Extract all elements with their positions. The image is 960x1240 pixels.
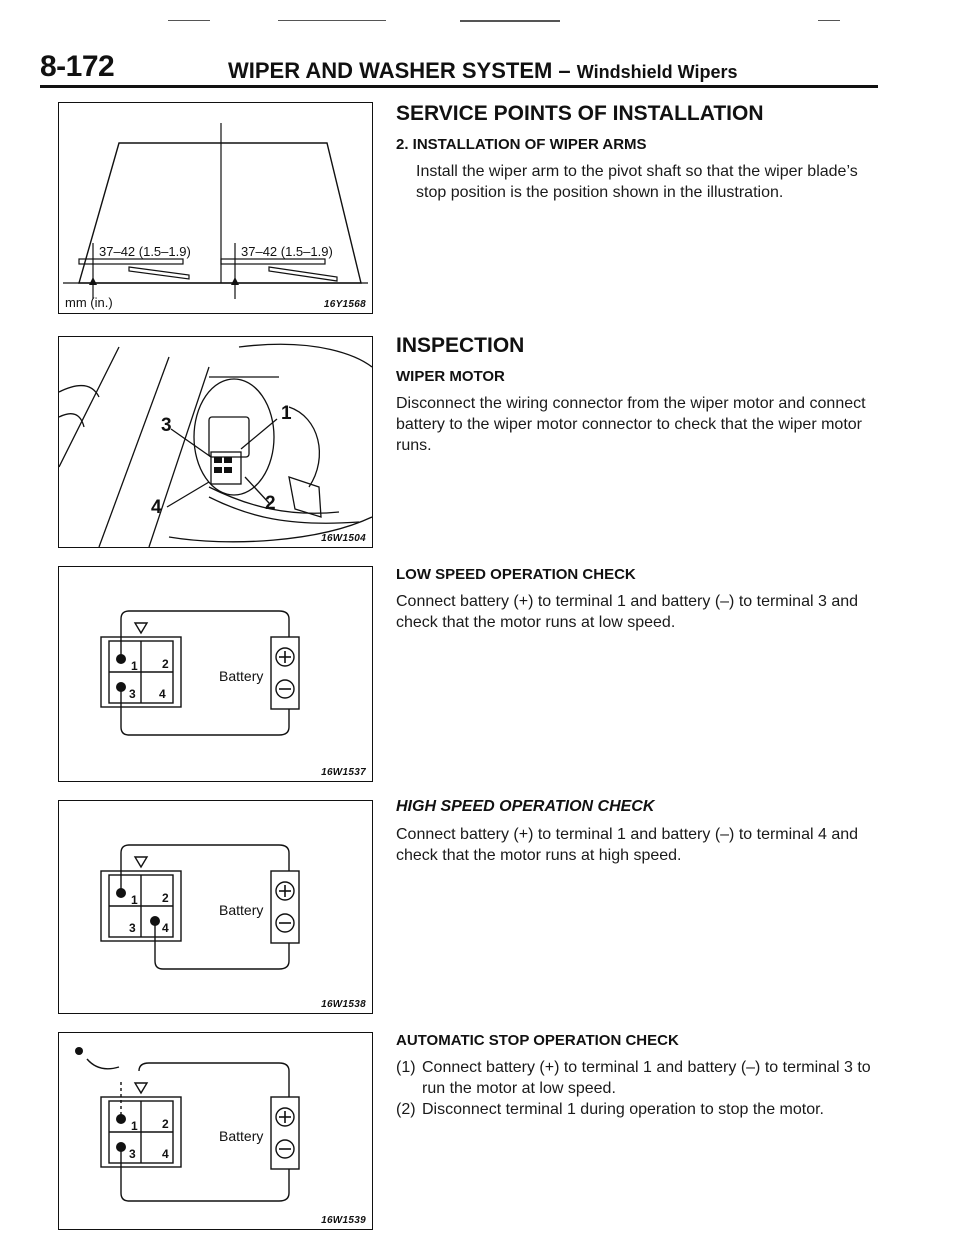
high-speed-circuit [59, 801, 372, 1013]
auto-stop-circuit [59, 1033, 372, 1229]
terminal-3-label: 3 [129, 687, 136, 701]
section-heading: HIGH SPEED OPERATION CHECK [396, 798, 655, 815]
section-high-speed-check [396, 798, 881, 866]
section-title: WIPER AND WASHER SYSTEM – [228, 58, 571, 83]
header-rule [40, 85, 878, 88]
section-heading: LOW SPEED OPERATION CHECK [396, 566, 636, 583]
left-arm-dimension: 37–42 (1.5–1.9) [99, 244, 191, 259]
unit-label: mm (in.) [65, 295, 113, 310]
section-body: Disconnect the wiring connector from the wiper motor and connect battery to the wiper motor connector to check that the wiper motor runs. [396, 395, 866, 454]
step-text: Connect battery (+) to terminal 1 and battery (–) to terminal 3 to run the motor at low speed. [422, 1059, 871, 1097]
scan-mark [818, 20, 840, 21]
right-arm-dimension: 37–42 (1.5–1.9) [241, 244, 333, 259]
section-heading: AUTOMATIC STOP OPERATION CHECK [396, 1032, 679, 1049]
section-service-points [396, 102, 881, 203]
terminal-2-label: 2 [162, 1117, 169, 1131]
figure-low-speed-connection [58, 566, 373, 782]
figure-code: 16W1537 [321, 767, 366, 778]
figure-code: 16W1539 [321, 1215, 366, 1226]
callout-3: 3 [161, 415, 172, 436]
section-heading: INSPECTION [396, 334, 525, 357]
terminal-3-label: 3 [129, 921, 136, 935]
figure-auto-stop-connection [58, 1032, 373, 1230]
section-body: Connect battery (+) to terminal 1 and battery (–) to terminal 3 and check that the motor runs at low speed. [396, 593, 859, 631]
scan-mark [278, 20, 386, 21]
section-inspection [396, 334, 881, 456]
terminal-1-label: 1 [131, 893, 138, 907]
terminal-4-label: 4 [162, 1147, 169, 1161]
terminal-3-label: 3 [129, 1147, 136, 1161]
figure-high-speed-connection [58, 800, 373, 1014]
callout-4: 4 [151, 497, 162, 518]
scan-mark [460, 20, 560, 22]
terminal-4-label: 4 [162, 921, 169, 935]
section-subtitle: Windshield Wipers [576, 62, 738, 82]
battery-label: Battery [219, 902, 264, 918]
section-auto-stop-check [396, 1032, 881, 1120]
figure-wiper-arm-position [58, 102, 373, 314]
section-body: Install the wiper arm to the pivot shaft so that the wiper blade’s stop position is the position shown in the illustration. [416, 163, 858, 201]
low-speed-circuit [59, 567, 372, 781]
page-number: 8-172 [40, 50, 115, 83]
figure-code: 16W1538 [321, 999, 366, 1010]
page-title [228, 58, 738, 84]
motor-illustration [59, 337, 372, 547]
callout-1: 1 [281, 403, 292, 424]
figure-motor-location [58, 336, 373, 548]
callout-2: 2 [265, 493, 276, 514]
terminal-4-label: 4 [159, 687, 166, 701]
section-low-speed-check [396, 566, 881, 633]
step-number: (2) [396, 1101, 416, 1118]
terminal-1-label: 1 [131, 659, 138, 673]
section-subheading: WIPER MOTOR [396, 368, 505, 385]
section-subheading: 2. INSTALLATION OF WIPER ARMS [396, 136, 647, 153]
battery-label: Battery [219, 668, 264, 684]
terminal-2-label: 2 [162, 657, 169, 671]
step-list [396, 1057, 881, 1120]
terminal-1-label: 1 [131, 1119, 138, 1133]
step-number: (1) [396, 1059, 416, 1076]
battery-label: Battery [219, 1128, 264, 1144]
list-item [396, 1099, 881, 1120]
section-body: Connect battery (+) to terminal 1 and battery (–) to terminal 4 and check that the motor runs at high speed. [396, 826, 859, 864]
figure-code: 16Y1568 [323, 299, 366, 310]
section-heading: SERVICE POINTS OF INSTALLATION [396, 102, 764, 125]
scan-mark [168, 20, 210, 21]
figure-code: 16W1504 [321, 533, 366, 544]
windshield-diagram [59, 103, 372, 313]
step-text: Disconnect terminal 1 during operation to stop the motor. [422, 1101, 824, 1118]
terminal-2-label: 2 [162, 891, 169, 905]
list-item [396, 1057, 881, 1099]
